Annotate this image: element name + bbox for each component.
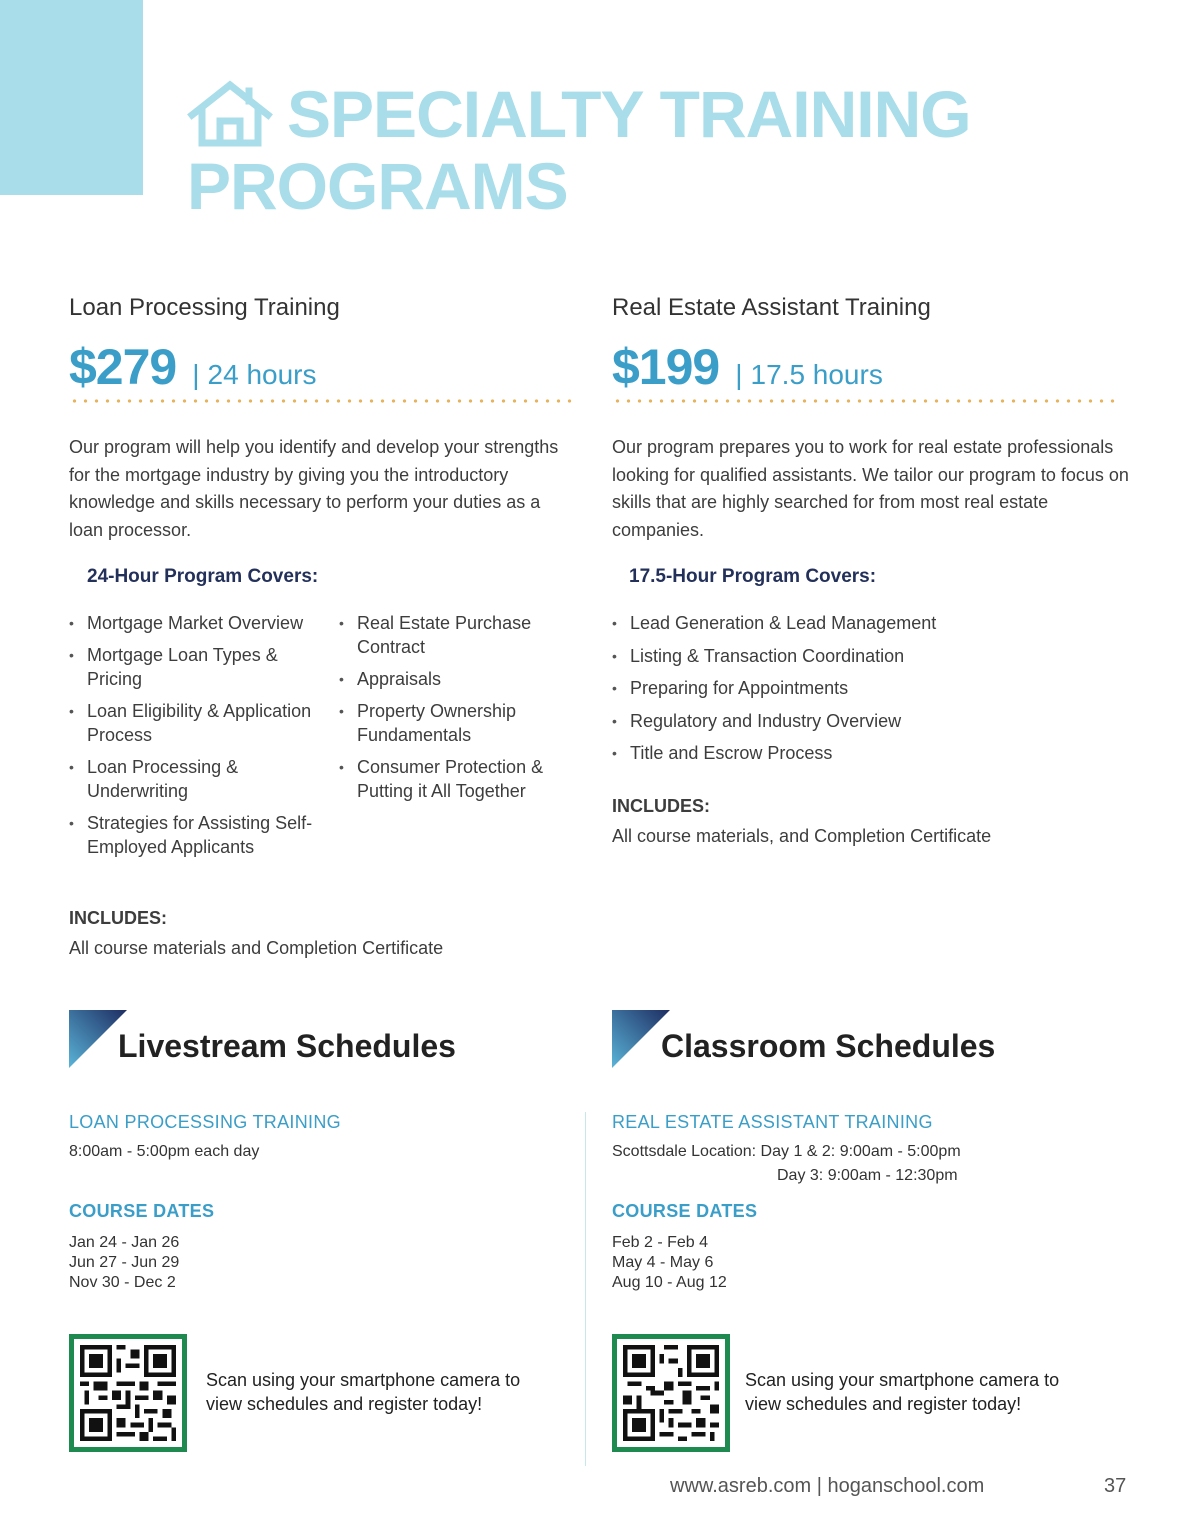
list-item: • Preparing for Appointments [612,676,1132,700]
list-item: • Real Estate Purchase Contract [339,611,574,659]
assistant-program-name: Real Estate Assistant Training [612,294,931,321]
title-line-2: PROGRAMS [187,149,568,223]
livestream-qr-code[interactable] [69,1334,187,1452]
list-item: • Strategies for Assisting Self-Employed Applicants [69,811,324,859]
loan-price-row [69,338,316,396]
list-item: • Property Ownership Fundamentals [339,699,574,747]
loan-includes-text: All course materials and Completion Certificate [69,938,444,958]
assistant-description: Our program prepares you to work for real estate professionals looking for qualified assistants. We tailor our program to focus on skills that are highly searched for from most real estate companies. [612,437,1129,540]
loan-description: Our program will help you identify and develop your strengths for the mortgage industry by giving you the introductory knowledge and skills necessary to perform your duties as a loan processor. [69,437,559,540]
loan-price: $279 [69,339,177,395]
list-item: • Loan Processing & Underwriting [69,755,324,803]
column-divider [585,1112,586,1466]
scan-line-2: view schedules and register today! [745,1394,1022,1414]
list-item: • Regulatory and Industry Overview [612,709,1132,733]
price-separator: | [192,359,200,390]
classroom-schedules-header [612,1010,995,1068]
assistant-includes-label: INCLUDES: [612,796,710,816]
classroom-qr-code[interactable] [612,1334,730,1452]
list-item: • Title and Escrow Process [612,741,1132,765]
livestream-program-label: LOAN PROCESSING TRAINING [69,1112,341,1132]
course-date: Feb 2 - Feb 4 [612,1234,709,1251]
livestream-schedules-header [69,1010,456,1068]
list-item: • Lead Generation & Lead Management [612,611,1132,635]
assistant-covers-title: 17.5-Hour Program Covers: [629,566,877,587]
livestream-dates [69,1233,179,1293]
classroom-program-label: REAL ESTATE ASSISTANT TRAINING [612,1112,933,1132]
house-icon [187,79,273,149]
loan-covers-list-1 [69,611,324,859]
dotted-divider [69,399,577,403]
livestream-scan-text [206,1368,520,1416]
assistant-price: $199 [612,339,720,395]
assistant-price-row [612,338,883,396]
loan-program-name: Loan Processing Training [69,294,340,321]
course-date: Jun 27 - Jun 29 [69,1254,180,1271]
corner-accent-block [0,0,143,195]
loan-covers-list-2 [339,611,574,803]
title-line-1: SPECIALTY TRAINING [287,77,971,151]
page-title [187,78,1147,222]
classroom-dates-label: COURSE DATES [612,1201,758,1221]
livestream-dates-label: COURSE DATES [69,1201,215,1221]
classroom-schedules-title: Classroom Schedules [661,1027,996,1064]
classroom-scan-text [745,1368,1059,1416]
loan-covers-title: 24-Hour Program Covers: [87,566,319,587]
qr-code-icon [80,1345,176,1441]
course-date: Jan 24 - Jan 26 [69,1234,180,1251]
course-date: Aug 10 - Aug 12 [612,1274,727,1291]
assistant-hours: 17.5 hours [750,359,883,390]
scan-line-1: Scan using your smartphone camera to [206,1370,521,1390]
classroom-dates [612,1233,727,1293]
classroom-time-1: Scottsdale Location: Day 1 & 2: 9:00am - 5:00pm [612,1143,961,1160]
list-item: • Listing & Transaction Coordination [612,644,1132,668]
scan-line-1: Scan using your smartphone camera to [745,1370,1060,1390]
qr-code-icon [623,1345,719,1441]
classroom-time-2: Day 3: 9:00am - 12:30pm [777,1167,958,1184]
dotted-divider [612,399,1120,403]
list-item: • Loan Eligibility & Application Process [69,699,324,747]
loan-includes-label: INCLUDES: [69,908,167,928]
course-date: May 4 - May 6 [612,1254,714,1271]
assistant-includes-text: All course materials, and Completion Certificate [612,826,992,846]
list-item: • Mortgage Loan Types & Pricing [69,643,324,691]
list-item: • Mortgage Market Overview [69,611,324,635]
scan-line-2: view schedules and register today! [206,1394,483,1414]
assistant-covers-list [612,611,1132,765]
livestream-time: 8:00am - 5:00pm each day [69,1143,260,1160]
list-item: • Appraisals [339,667,574,691]
footer-url[interactable]: www.asreb.com | hoganschool.com [670,1475,985,1497]
list-item: • Consumer Protection & Putting it All Together [339,755,574,803]
course-date: Nov 30 - Dec 2 [69,1274,176,1291]
price-separator: | [735,359,743,390]
page-number: 37 [1104,1475,1127,1497]
loan-hours: 24 hours [207,359,317,390]
livestream-schedules-title: Livestream Schedules [118,1027,456,1064]
